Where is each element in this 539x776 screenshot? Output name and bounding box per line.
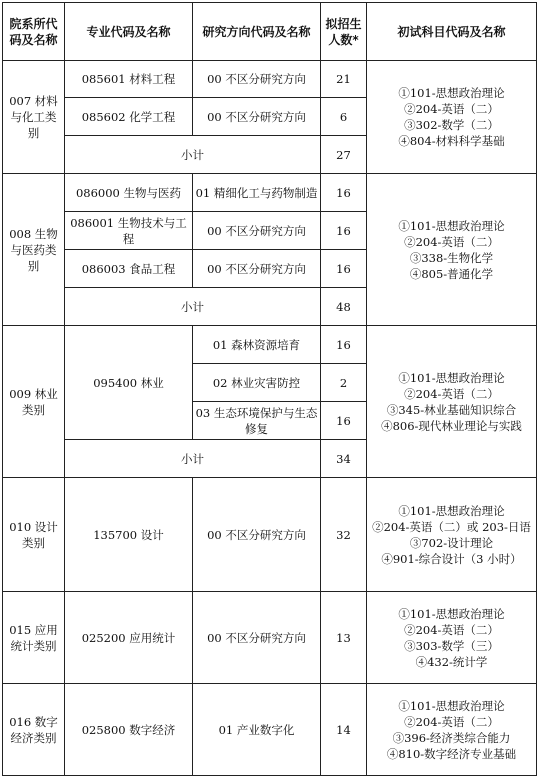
subject-item: ①101-思想政治理论 xyxy=(398,218,505,233)
major-cell: 095400 林业 xyxy=(65,326,193,440)
direction-cell: 01 森林资源培育 xyxy=(193,326,321,364)
subject-item: ③302-数学（二） xyxy=(404,118,499,132)
subject-item: ②204-英语（二） xyxy=(404,622,499,637)
subject-item: ①101-思想政治理论 xyxy=(398,86,505,100)
header-subjects: 初试科目代码及名称 xyxy=(367,3,537,61)
subjects-cell xyxy=(367,592,537,684)
major-cell: 086003 食品工程 xyxy=(65,250,193,288)
subject-item: ④805-普通化学 xyxy=(409,266,494,281)
header-dept: 院系所代码及名称 xyxy=(3,3,65,61)
subject-item: ②204-英语（二） xyxy=(404,234,499,249)
subtotal-label: 小计 xyxy=(65,440,321,478)
subtotal-value: 27 xyxy=(321,136,367,174)
subject-item: ③338-生物化学 xyxy=(409,250,494,265)
subject-item: ③303-数学（三） xyxy=(404,638,499,653)
direction-cell: 00 不区分研究方向 xyxy=(193,98,321,136)
dept-cell: 007 材料与化工类别 xyxy=(3,61,65,174)
subject-item: ④901-综合设计（3 小时） xyxy=(381,551,522,566)
direction-cell: 01 精细化工与药物制造 xyxy=(193,174,321,212)
quota-cell: 14 xyxy=(321,684,367,776)
subtotal-value: 48 xyxy=(321,288,367,326)
major-cell: 086000 生物与医药 xyxy=(65,174,193,212)
quota-cell: 32 xyxy=(321,478,367,592)
subject-item: ④432-统计学 xyxy=(415,654,488,669)
subject-item: ④806-现代林业理论与实践 xyxy=(381,418,522,433)
major-cell: 025800 数字经济 xyxy=(65,684,193,776)
major-cell: 085601 材料工程 xyxy=(65,61,193,98)
subject-item: ①101-思想政治理论 xyxy=(398,503,505,518)
dept-cell: 015 应用统计类别 xyxy=(3,592,65,684)
direction-cell: 00 不区分研究方向 xyxy=(193,478,321,592)
subject-item: ③702-设计理论 xyxy=(409,535,494,550)
subjects-cell xyxy=(367,61,537,174)
subjects-cell xyxy=(367,684,537,776)
direction-cell: 00 不区分研究方向 xyxy=(193,592,321,684)
table-row xyxy=(3,326,537,364)
quota-cell: 6 xyxy=(321,98,367,136)
major-cell: 025200 应用统计 xyxy=(65,592,193,684)
quota-cell: 13 xyxy=(321,592,367,684)
dept-cell: 016 数字经济类别 xyxy=(3,684,65,776)
subtotal-label: 小计 xyxy=(65,136,321,174)
table-row xyxy=(3,684,537,776)
quota-cell: 16 xyxy=(321,212,367,250)
table-row xyxy=(3,592,537,684)
subject-item: ①101-思想政治理论 xyxy=(398,698,505,713)
subject-item: ③396-经济类综合能力 xyxy=(392,730,511,745)
direction-cell: 00 不区分研究方向 xyxy=(193,61,321,98)
major-cell: 135700 设计 xyxy=(65,478,193,592)
table-row xyxy=(3,61,537,98)
table-row xyxy=(3,174,537,212)
subjects-cell xyxy=(367,478,537,592)
subjects-cell xyxy=(367,326,537,478)
header-row xyxy=(3,3,537,61)
direction-cell: 00 不区分研究方向 xyxy=(193,212,321,250)
subject-item: ①101-思想政治理论 xyxy=(398,370,505,385)
quota-cell: 16 xyxy=(321,326,367,364)
direction-cell: 02 林业灾害防控 xyxy=(193,364,321,402)
header-major: 专业代码及名称 xyxy=(65,3,193,61)
major-cell: 086001 生物技术与工程 xyxy=(65,212,193,250)
header-direction: 研究方向代码及名称 xyxy=(193,3,321,61)
quota-cell: 2 xyxy=(321,364,367,402)
major-cell: 085602 化学工程 xyxy=(65,98,193,136)
subtotal-value: 34 xyxy=(321,440,367,478)
subjects-cell xyxy=(367,174,537,326)
quota-cell: 21 xyxy=(321,61,367,98)
direction-cell: 00 不区分研究方向 xyxy=(193,250,321,288)
subject-item: ④804-材料科学基础 xyxy=(398,134,505,148)
subject-item: ②204-英语（二） xyxy=(404,102,499,116)
subject-item: ④810-数字经济专业基础 xyxy=(386,746,517,761)
direction-cell: 01 产业数字化 xyxy=(193,684,321,776)
table-row xyxy=(3,478,537,592)
subtotal-label: 小计 xyxy=(65,288,321,326)
quota-cell: 16 xyxy=(321,174,367,212)
header-quota: 拟招生人数* xyxy=(321,3,367,61)
subject-item: ②204-英语（二） xyxy=(404,714,499,729)
dept-cell: 009 林业类别 xyxy=(3,326,65,478)
subject-item: ②204-英语（二）或 203-日语 xyxy=(372,519,531,534)
subject-item: ③345-林业基础知识综合 xyxy=(386,402,517,417)
dept-cell: 008 生物与医药类别 xyxy=(3,174,65,326)
admissions-table xyxy=(2,2,537,776)
dept-cell: 010 设计类别 xyxy=(3,478,65,592)
quota-cell: 16 xyxy=(321,250,367,288)
subject-item: ②204-英语（二） xyxy=(404,386,499,401)
direction-cell: 03 生态环境保护与生态修复 xyxy=(193,402,321,440)
subject-item: ①101-思想政治理论 xyxy=(398,606,505,621)
quota-cell: 16 xyxy=(321,402,367,440)
